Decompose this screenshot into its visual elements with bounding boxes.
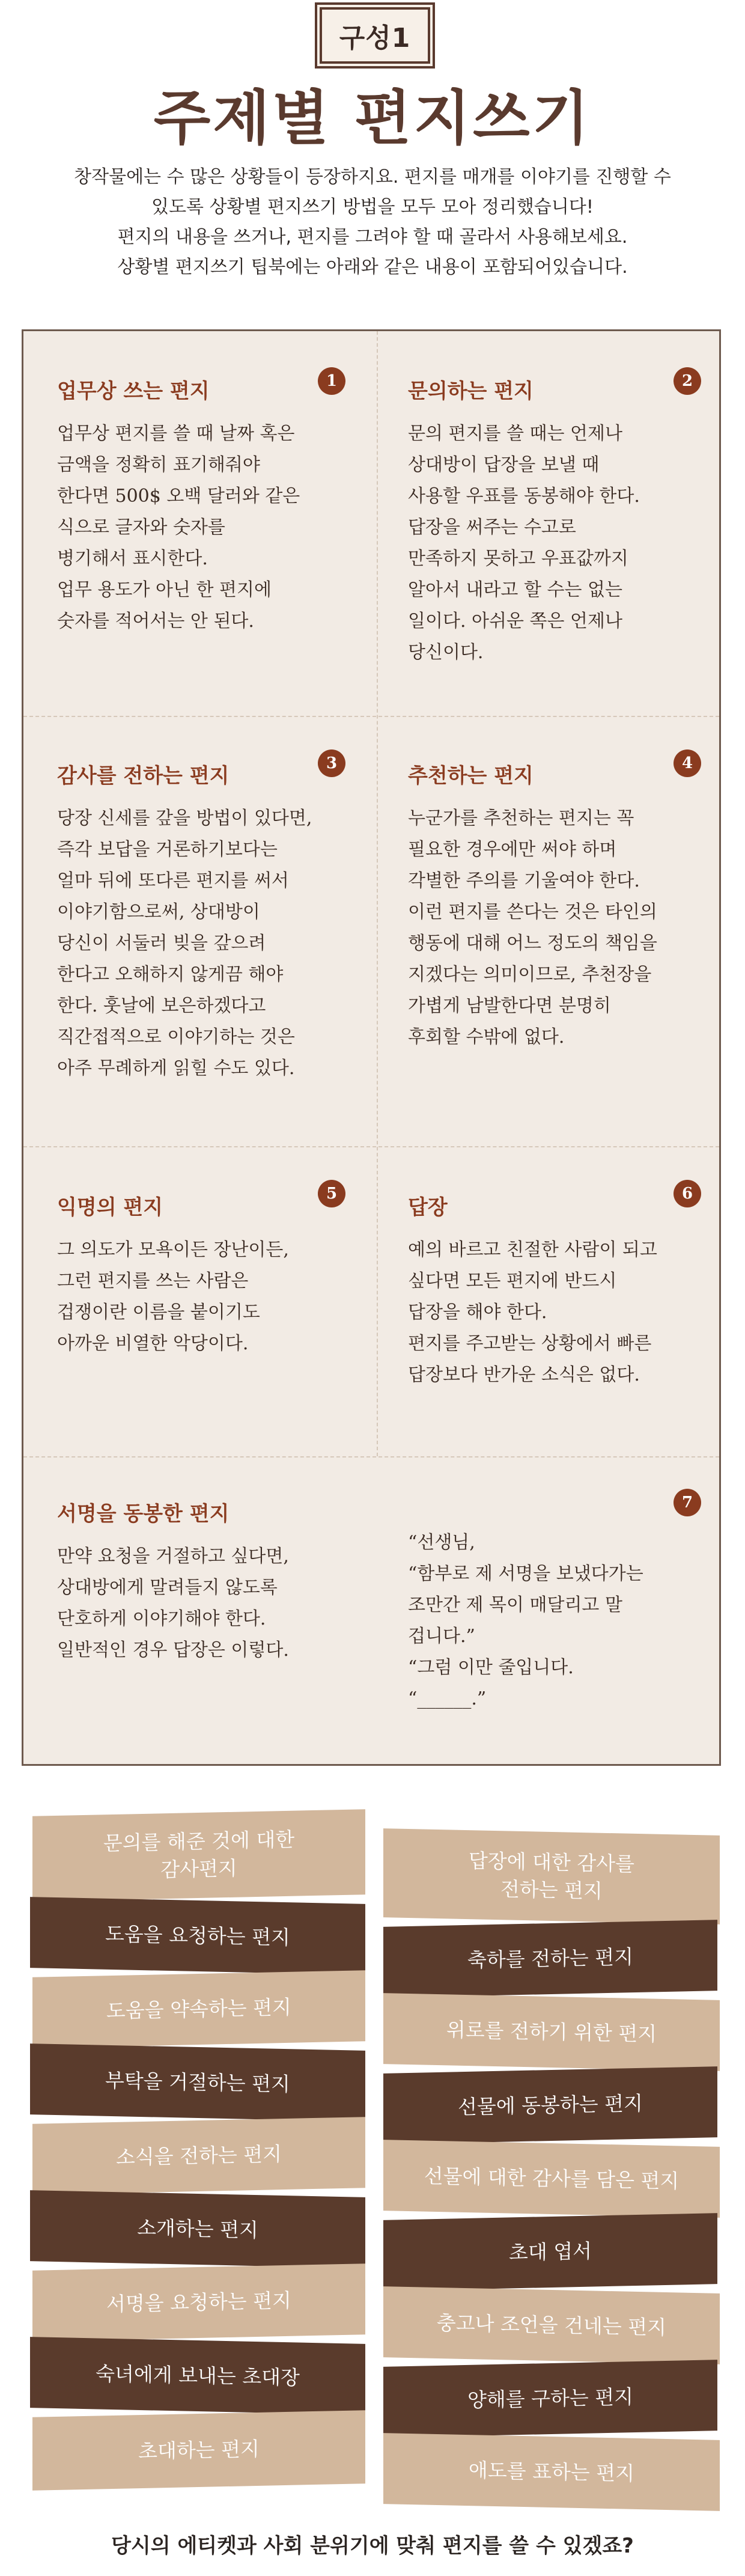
section-body: 그 의도가 모욕이든 장난이든, 그런 편지를 쓰는 사람은 겁쟁이란 이름을 붙이기도 아까운 비열한 악당이다. [57,1239,289,1354]
section-body: 당장 신세를 갚을 방법이 있다면, 즉각 보답을 거론하기보다는 얼마 뒤에 또다른 편지를 써서 이야기함으로써, 상대방이 당신이 서둘러 빚을 갚으려 한다고 오해하지 않게끔 해야 한다. 훗날에 보은하겠다고 직간접적으로 이야기하는 것은 아주 무례하게 읽힐 수도 있다. [57,808,312,1079]
intro-line: 편지의 내용을 쓰거나, 편지를 그려야 할 때 골라서 사용해보세요. [117,227,628,248]
badge-label: 구성1 [339,23,411,53]
section-autograph-letter [57,1497,369,1666]
section-body: 문의 편지를 쓸 때는 언제나 상대방이 답장을 보낼 때 사용할 우표를 동봉해야 한다. 답장을 써주는 수고로 만족하지 못하고 우표값까지 알아서 내라고 할 수는 없는 일이다. 아쉬운 쪽은 언제나 당신이다. [408,423,640,663]
number-badge: 1 [318,367,345,395]
section-title: 추천하는 편지 [408,764,534,788]
intro-line: 창작물에는 수 많은 상황들이 등장하지요. 편지를 매개를 이야기를 진행할 수 [74,166,671,188]
list-item: 위로를 전하기 위한 편지 [383,1993,720,2071]
list-item: 선물에 동봉하는 편지 [383,2066,717,2144]
list-item: 소식을 전하는 편지 [32,2117,365,2195]
list-item: 서명을 요청하는 편지 [32,2263,365,2342]
section-title: 감사를 전하는 편지 [57,764,230,788]
section-body: 만약 요청을 거절하고 싶다면, 상대방에게 말려들지 않도록 단호하게 이야기해야 한다. 일반적인 경우 답장은 이렇다. [57,1546,289,1661]
section-body: 누군가를 추천하는 편지는 꼭 필요한 경우에만 써야 하며 각별한 주의를 기울여야 한다. 이런 편지를 쓴다는 것은 타인의 행동에 대해 어느 정도의 책임을 지겠다는 의미이므로, 추천장을 가볍게 남발한다면 분명히 후회할 수밖에 없다. [408,808,657,1048]
number-badge: 6 [674,1180,701,1207]
section-badge [320,7,430,64]
section-recommendation-letter [408,759,708,1053]
closing-caption: 당시의 에티켓과 사회 분위기에 맞춰 편지를 쓸 수 있겠죠? [111,2534,634,2558]
list-item: 초대하는 편지 [32,2410,365,2491]
section-title: 서명을 동봉한 편지 [57,1502,230,1526]
intro-text [0,162,745,282]
row-divider [23,716,719,717]
number-badge: 2 [674,367,701,395]
list-item: 도움을 요청하는 편지 [30,1897,365,1975]
column-divider [377,331,378,1456]
section-anonymous-letter [57,1191,369,1360]
letter-topics-panel [22,329,721,1766]
number-badge: 4 [674,749,701,777]
intro-line: 있도록 상황별 편지쓰기 방법을 모두 모아 정리했습니다! [151,197,594,218]
list-item: 도움을 약속하는 편지 [32,1970,365,2048]
intro-line: 상황별 편지쓰기 팁북에는 아래와 같은 내용이 포함되어있습니다. [117,257,628,278]
list-item: 충고나 조언을 건네는 편지 [383,2286,720,2364]
section-body: 업무상 편지를 쓸 때 날짜 혹은 금액을 정확히 표기해줘야 한다면 500$ 오백 달러와 같은 식으로 글자와 숫자를 병기해서 표시한다. 업무 용도가 아닌 한 편지에 숫자를 적어서는 안 된다. [57,423,300,632]
number-badge: 7 [674,1489,701,1516]
page-title: 주제별 편지쓰기 [153,84,592,153]
list-item: 소개하는 편지 [30,2190,365,2268]
quote-text: “선생님, “함부로 제 서명을 보냈다가는 조만간 제 목이 매달리고 말 겁니다.” “그럼 이만 줄입니다. “______.” [408,1532,643,1709]
list-item: 초대 엽서 [383,2213,717,2291]
list-item: 애도를 표하는 편지 [383,2433,720,2511]
list-item: 양해를 구하는 편지 [383,2360,717,2438]
section-business-letter [57,374,357,637]
number-badge: 3 [318,749,345,777]
sample-reply-quote [408,1527,708,1715]
section-reply-letter [408,1191,708,1391]
list-item: 문의를 해준 것에 대한 감사편지 [32,1809,365,1902]
list-item: 부탁을 거절하는 편지 [30,2043,365,2122]
list-item: 선물에 대한 감사를 담은 편지 [383,2140,720,2218]
section-title: 업무상 쓰는 편지 [57,379,210,403]
row-divider [23,1146,719,1147]
section-thanks-letter [57,759,369,1084]
list-item: 답장에 대한 감사를 전하는 편지 [383,1828,720,1924]
number-badge: 5 [318,1180,345,1207]
section-title: 문의하는 편지 [408,379,534,403]
list-item: 숙녀에게 보내는 초대장 [30,2337,365,2415]
section-body: 예의 바르고 친절한 사람이 되고 싶다면 모든 편지에 반드시 답장을 해야 한다. 편지를 주고받는 상황에서 빠른 답장보다 반가운 소식은 없다. [408,1239,657,1385]
list-item: 축하를 전하는 편지 [383,1920,717,1998]
row-divider [23,1456,719,1457]
section-title: 답장 [408,1195,448,1219]
section-inquiry-letter [408,374,708,668]
section-title: 익명의 편지 [57,1195,163,1219]
